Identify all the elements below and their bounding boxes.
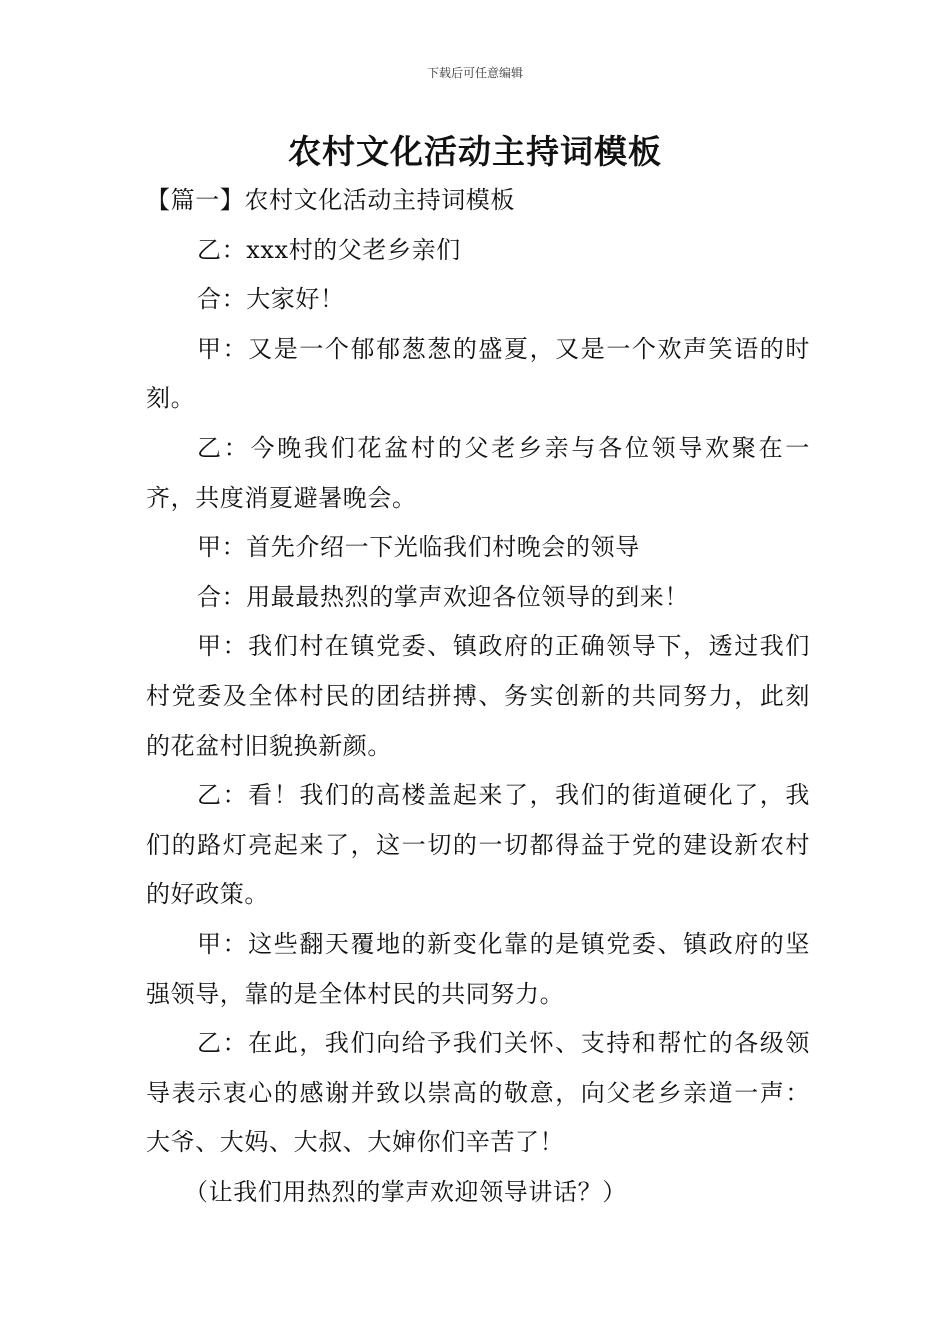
dialogue-line: 乙：看！我们的高楼盖起来了，我们的街道硬化了，我们的路灯亮起来了，这一切的一切都得益于党的建设新农村的好政策。: [146, 781, 810, 909]
stage-direction: （让我们用热烈的掌声欢迎领导讲话？）: [184, 1177, 627, 1206]
dialogue-line: 甲：又是一个郁郁葱葱的盛夏，又是一个欢声笑语的时刻。: [146, 334, 810, 413]
dialogue-line: 合：用最最热烈的掌声欢迎各位领导的到来！: [197, 582, 689, 611]
document-body: [146, 176, 810, 1217]
document-title: 农村文化活动主持词模板: [288, 132, 662, 171]
page-header-note: 下载后可任意编辑: [426, 66, 523, 80]
dialogue-line: 甲：这些翻天覆地的新变化靠的是镇党委、镇政府的坚强领导，靠的是全体村民的共同努力。: [146, 929, 810, 1008]
section-heading: 【篇一】农村文化活动主持词模板: [146, 186, 515, 214]
dialogue-line: 甲：首先介绍一下光临我们村晚会的领导: [197, 533, 640, 562]
dialogue-line: 乙：在此，我们向给予我们关怀、支持和帮忙的各级领导表示衷心的感谢并致以崇高的敬意，向父老乡亲道一声：大爷、大妈、大叔、大婶你们辛苦了！: [146, 1029, 810, 1157]
dialogue-line: 合：大家好！: [197, 285, 345, 314]
dialogue-line: 乙：今晚我们花盆村的父老乡亲与各位领导欢聚在一齐，共度消夏避暑晚会。: [146, 433, 810, 512]
dialogue-line: 甲：我们村在镇党委、镇政府的正确领导下，透过我们村党委及全体村民的团结拼搏、务实创新的共同努力，此刻的花盆村旧貌换新颜。: [146, 632, 810, 760]
dialogue-line: 乙：xxx村的父老乡亲们: [197, 235, 461, 264]
